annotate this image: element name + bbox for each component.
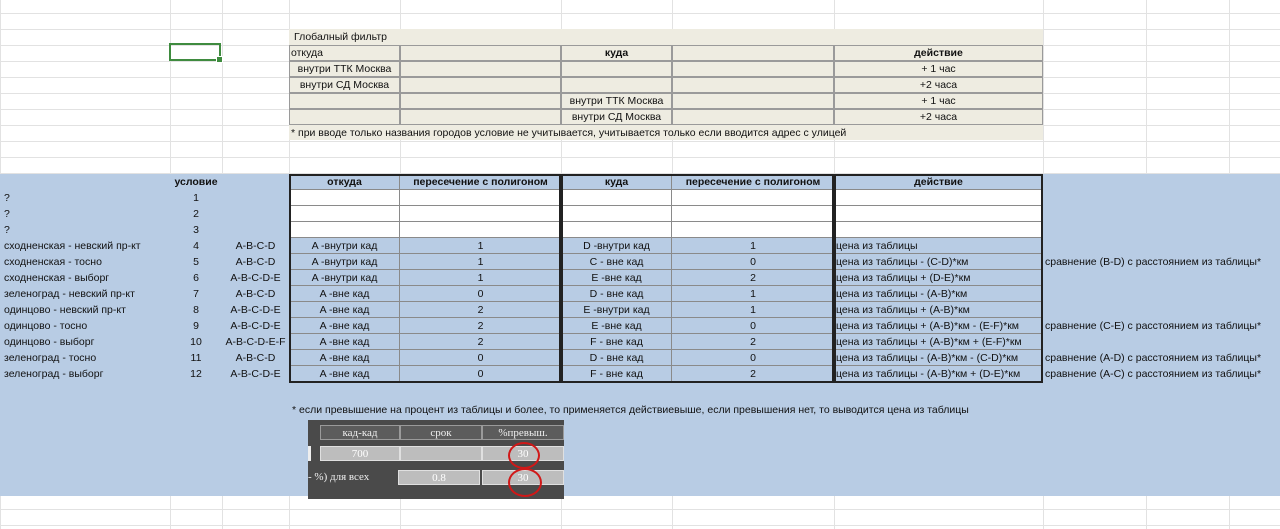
filter-action: + 1 час: [921, 63, 956, 75]
cond-to-intersection: [672, 190, 834, 206]
route-name: сходненская - выборг: [4, 272, 110, 284]
condition-number: 3: [193, 224, 199, 236]
header-to-intersection: пересечение с полигоном: [685, 176, 821, 188]
cond-comparison-note: [1045, 270, 1275, 286]
header-from: откуда: [327, 176, 362, 188]
grid-row-line: [0, 525, 1280, 526]
cond-to: [561, 190, 672, 206]
cond-to: F - вне кад: [590, 336, 643, 348]
cond-from: A -внутри кад: [311, 272, 378, 284]
cond-action: цена из таблицы - (A-B)*км: [836, 288, 968, 300]
cond-to-intersection: [672, 206, 834, 222]
cond-from-intersection: [400, 206, 561, 222]
cond-from-intersection: [400, 190, 561, 206]
cond-from: A -вне кад: [319, 320, 370, 332]
filter-to: [561, 77, 672, 93]
cond-action: цена из таблицы + (A-B)*км + (E-F)*км: [836, 336, 1022, 348]
route-path: [222, 190, 289, 206]
condition-number: 6: [193, 272, 199, 284]
filter-to: [561, 61, 672, 77]
cond-from: A -внутри кад: [311, 240, 378, 252]
filter-cell-border: [672, 61, 834, 77]
cond-action: цена из таблицы - (A-B)*км - (C-D)*км: [836, 352, 1019, 364]
cond-comparison-note: [1045, 302, 1275, 318]
route-path: A-B-C-D-E: [230, 304, 281, 316]
cond-from: A -вне кад: [319, 352, 370, 364]
cond-to-intersection: 1: [750, 304, 756, 316]
cond-comparison-note: [1045, 334, 1275, 350]
condition-number: 2: [193, 208, 199, 220]
filter-from: внутри СД Москва: [299, 79, 390, 91]
route-name: зеленоград - тосно: [4, 352, 97, 364]
grid-row-line: [0, 13, 1280, 14]
cond-to: E -внутри кад: [583, 304, 650, 316]
condition-number: 4: [193, 240, 199, 252]
cond-action: цена из таблицы - (A-B)*км + (D-E)*км: [836, 368, 1021, 380]
cond-from: A -вне кад: [319, 288, 370, 300]
header-action: действие: [914, 176, 963, 188]
cond-action: [836, 206, 1043, 222]
cond-to: C - вне кад: [589, 256, 644, 268]
filter-header-from: откуда: [291, 47, 323, 59]
cond-comparison-note: [1045, 222, 1275, 238]
cond-comparison-note: сравнение (A-C) с расстоянием из таблицы*: [1045, 368, 1262, 380]
embed-row2-value: 0.8: [398, 470, 480, 485]
embed-header-term: срок: [400, 425, 482, 440]
route-path: A-B-C-D: [235, 256, 276, 268]
route-path: A-B-C-D: [235, 352, 276, 364]
route-name: одинцово - тосно: [4, 320, 88, 332]
condition-number: 9: [193, 320, 199, 332]
cond-action: цена из таблицы - (C-D)*км: [836, 256, 969, 268]
cond-to: [561, 222, 672, 238]
cond-from-intersection: [400, 222, 561, 238]
cond-to-intersection: 2: [750, 368, 756, 380]
embed-row-marker: [308, 446, 311, 461]
global-filter-title: Глобалный фильтр: [294, 31, 387, 43]
filter-to: внутри СД Москва: [571, 111, 662, 123]
cond-to-intersection: [672, 222, 834, 238]
conditions-note: * если превышение на процент из таблицы и более, то применяется действиевыше, если превышения нет, то выводится цена из таблицы: [292, 404, 969, 416]
route-name: зеленоград - выборг: [4, 368, 104, 380]
condition-number: 7: [193, 288, 199, 300]
filter-cell-border: [672, 93, 834, 109]
cond-to: D - вне кад: [589, 288, 644, 300]
filter-header-action: действие: [914, 47, 963, 59]
cond-action: [836, 222, 1043, 238]
route-name: сходненская - невский пр-кт: [4, 240, 141, 252]
route-name: одинцово - невский пр-кт: [4, 304, 126, 316]
cond-comparison-note: сравнение (C-E) с расстоянием из таблицы*: [1045, 320, 1262, 332]
condition-number: 11: [190, 352, 202, 364]
condition-number: 5: [193, 256, 199, 268]
cond-comparison-note: сравнение (A-D) с расстоянием из таблицы*: [1045, 352, 1262, 364]
cond-from: A -вне кад: [319, 368, 370, 380]
embedded-table-image: [308, 420, 564, 499]
filter-from: [289, 109, 400, 125]
route-name: ?: [4, 224, 10, 236]
grid-row-line: [0, 141, 1280, 142]
filter-cell-border: [400, 93, 561, 109]
cond-comparison-note: сравнение (B-D) с расстоянием из таблицы*: [1045, 256, 1262, 268]
cond-from-intersection: 0: [477, 288, 484, 300]
cond-to-intersection: 2: [750, 336, 756, 348]
cond-comparison-note: [1045, 238, 1275, 254]
filter-note: * при вводе только названия городов условие не учитывается, учитывается только если вводится адрес с улицей: [291, 127, 847, 139]
cond-to-intersection: 1: [750, 288, 756, 300]
grid-row-line: [0, 157, 1280, 158]
cond-from: [289, 206, 400, 222]
cond-comparison-note: [1045, 286, 1275, 302]
cond-from-intersection: 2: [477, 336, 484, 348]
header-from-intersection: пересечение с полигоном: [413, 176, 548, 188]
route-name: ?: [4, 192, 10, 204]
filter-cell-border: [400, 109, 561, 125]
cond-from: [289, 222, 400, 238]
cond-to: D -внутри кад: [583, 240, 650, 252]
cond-to-intersection: 0: [750, 320, 756, 332]
filter-header-to: куда: [604, 47, 629, 59]
cond-to-intersection: 0: [750, 256, 756, 268]
red-circle-annotation: [508, 442, 540, 469]
route-name: одинцово - выборг: [4, 336, 95, 348]
cond-from-intersection: 2: [477, 320, 484, 332]
cond-action: [836, 190, 1043, 206]
embed-row2-label: - %) для всех: [308, 471, 370, 483]
route-name: зеленоград - невский пр-кт: [4, 288, 135, 300]
condition-number: 1: [193, 192, 199, 204]
filter-cell-border: [672, 109, 834, 125]
cond-to-intersection: 0: [750, 352, 756, 364]
route-path: [222, 222, 289, 238]
header-to: куда: [604, 176, 629, 188]
route-path: A-B-C-D: [235, 240, 276, 252]
cond-to: E -вне кад: [591, 272, 642, 284]
cond-comparison-note: [1045, 190, 1275, 206]
filter-cell-border: [672, 77, 834, 93]
embed-row2-percent: 30: [482, 470, 564, 485]
embed-header-kad: кад-кад: [320, 425, 400, 440]
cond-action: цена из таблицы + (A-B)*км - (E-F)*км: [836, 320, 1020, 332]
grid-row-line: [0, 509, 1280, 510]
cond-action: цена из таблицы + (A-B)*км: [836, 304, 970, 316]
cond-to: F - вне кад: [590, 368, 643, 380]
cond-from-intersection: 2: [477, 304, 484, 316]
cond-to: D - вне кад: [589, 352, 644, 364]
cond-to: [561, 206, 672, 222]
route-path: A-B-C-D-E: [230, 272, 281, 284]
cond-from: A -вне кад: [319, 304, 370, 316]
cond-from-intersection: 0: [477, 368, 484, 380]
cond-to-intersection: 2: [750, 272, 756, 284]
cond-from: A -вне кад: [319, 336, 370, 348]
filter-action: + 1 час: [921, 95, 956, 107]
cond-from-intersection: 1: [477, 256, 484, 268]
cond-action: цена из таблицы + (D-E)*км: [836, 272, 971, 284]
cond-comparison-note: [1045, 206, 1275, 222]
route-name: сходненская - тосно: [4, 256, 102, 268]
filter-cell-border: [400, 77, 561, 93]
embed-header-percent: %превыш.: [482, 425, 564, 440]
embed-percent-value: 30: [482, 446, 564, 461]
red-circle-annotation: [508, 468, 542, 497]
route-path: A-B-C-D: [235, 288, 276, 300]
route-path: A-B-C-D-E: [230, 368, 281, 380]
embed-kad-value: 700: [320, 446, 400, 461]
cond-from: [289, 190, 400, 206]
condition-number: 8: [193, 304, 199, 316]
conditions-title: условие: [174, 176, 218, 188]
route-path: A-B-C-D-E-F: [225, 336, 286, 348]
filter-action: +2 часа: [919, 111, 958, 123]
cond-from: A -внутри кад: [311, 256, 378, 268]
route-name: ?: [4, 208, 10, 220]
cond-action: цена из таблицы: [836, 240, 918, 252]
active-cell-selection[interactable]: [169, 43, 221, 61]
condition-number: 10: [190, 336, 202, 348]
condition-number: 12: [190, 368, 202, 380]
route-path: [222, 206, 289, 222]
cond-from-intersection: 1: [477, 240, 484, 252]
cond-from-intersection: 1: [477, 272, 484, 284]
filter-cell-border: [672, 45, 834, 61]
filter-cell-border: [400, 61, 561, 77]
cond-to: E -вне кад: [591, 320, 642, 332]
filter-to: внутри ТТК Москва: [569, 95, 664, 107]
filter-from: внутри ТТК Москва: [297, 63, 392, 75]
filter-action: +2 часа: [919, 79, 958, 91]
cond-from-intersection: 0: [477, 352, 484, 364]
embed-term-value: [400, 446, 482, 461]
filter-cell-border: [400, 45, 561, 61]
filter-from: [289, 93, 400, 109]
cond-to-intersection: 1: [750, 240, 756, 252]
route-path: A-B-C-D-E: [230, 320, 281, 332]
